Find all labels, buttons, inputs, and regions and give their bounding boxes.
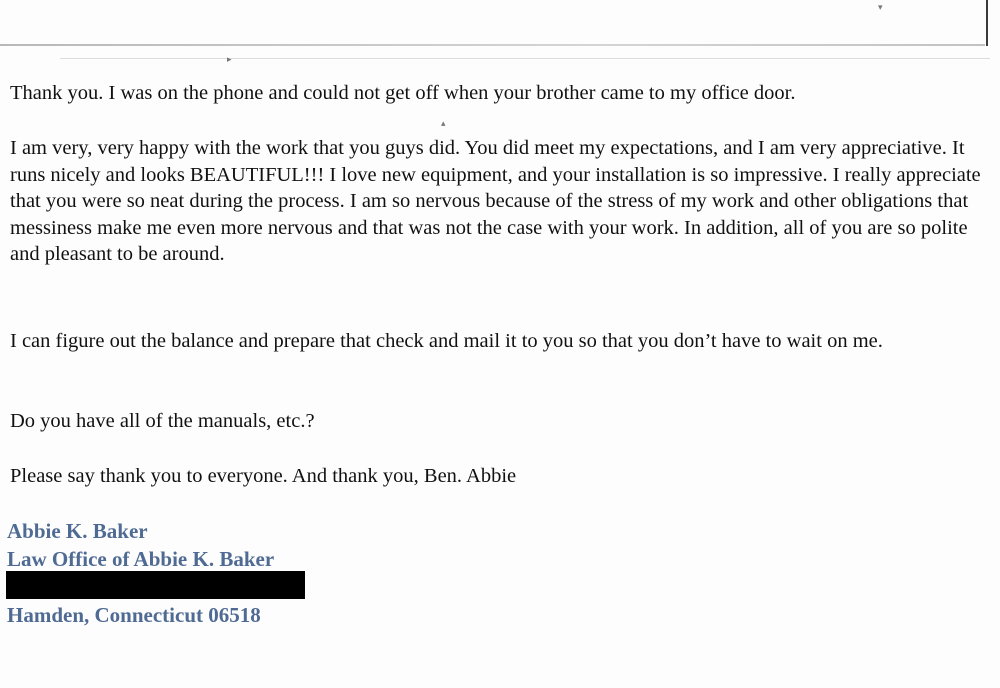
letter-paragraph-appreciation: I am very, very happy with the work that you guys did. You did meet my expectations, and I am very appreciative. It runs nicely and looks BEAUTIFUL!!! I love new equipment, and your installation is so impressive. I really appreciate that you were so neat during the process. I am so nervous because of the stress of my work and other obligations that messiness make me even more nervous and that was not the case with your work. In addition, all of you are so polite and pleasant to be around. <box>10 137 981 265</box>
signature-office: Law Office of Abbie K. Baker <box>7 547 275 571</box>
scan-speck: ▸ <box>227 55 232 65</box>
scan-speck: ▴ <box>441 119 446 129</box>
scan-speck: ▾ <box>878 3 883 13</box>
letter-paragraph-thanks: Thank you. I was on the phone and could not get off when your brother came to my office door. <box>10 82 796 104</box>
paper-edge-line <box>986 0 988 46</box>
letter-paragraph-manuals: Do you have all of the manuals, etc.? <box>10 410 315 432</box>
redacted-address-bar <box>6 571 305 599</box>
letter-paragraph-closing: Please say thank you to everyone. And thank you, Ben. Abbie <box>10 465 517 487</box>
page-divider-line <box>0 44 985 46</box>
signature-name: Abbie K. Baker <box>7 519 148 543</box>
signature-city-line: Hamden, Connecticut 06518 <box>7 603 261 627</box>
page-divider-thin-line <box>60 58 990 59</box>
letter-paragraph-balance: I can figure out the balance and prepare that check and mail it to you so that you don’t have to wait on me. <box>10 330 883 352</box>
